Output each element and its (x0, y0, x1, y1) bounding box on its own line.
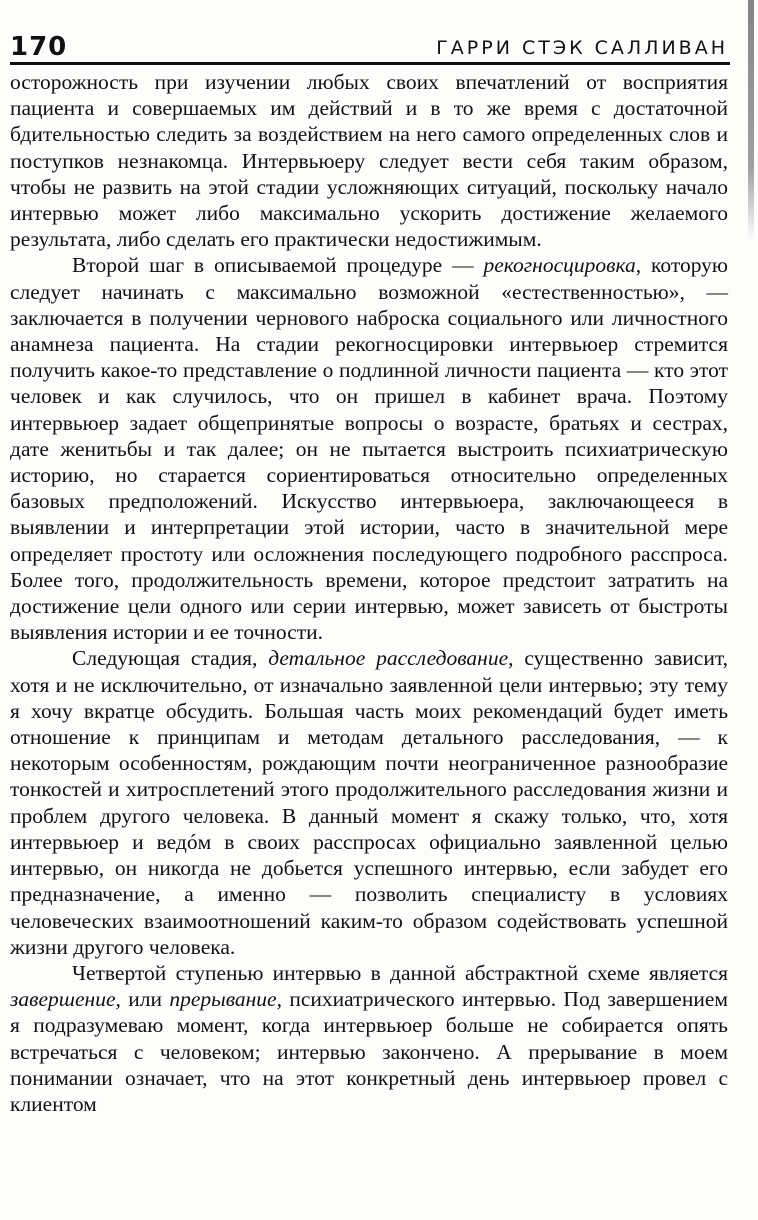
text-run: Следующая стадия, (72, 646, 269, 671)
text-run: или (120, 987, 170, 1012)
page-number: 170 (10, 32, 68, 62)
emphasized-term: прерывание, (169, 987, 282, 1012)
paragraph (10, 69, 728, 252)
running-head: ГАРРИ СТЭК САЛЛИВАН (436, 37, 728, 59)
text-run: Четвертой ступенью интервью в данной абстрактной схеме является (72, 960, 728, 985)
page-edge-shadow (748, 0, 754, 240)
text-run: , существенно зависит, хотя и не исключительно, от изначально заявленной цели интервью; эту тему я хочу вкратце обсудить. Большая часть моих рекомендаций будет иметь отношение к принципам и методам детального расследования, — к некоторым особенностям, рождающим почти неограниченное разнообразие тонкостей и хитросплетений этого продолжительного расследования жизни и проблем другого человека. В данный момент я скажу только, что, хотя интервьюер и ведóм в своих расспросах официально заявленной целью интервью, он никогда не добьется успешного интервью, если забудет его предназначение, а именно — позволить специалисту в условиях человеческих взаимоотношений каким-то образом содействовать успешной жизни другого человека. (10, 646, 728, 959)
paragraph (10, 645, 728, 959)
emphasized-term: детальное расследование (268, 646, 509, 671)
paragraph (10, 252, 728, 645)
text-run: , которую следует начинать с максимально возможной «естественностью», — заключается в получении чернового наброска социального или личностного анамнеза пациента. На стадии рекогносцировки интервьюер стремится получить какое-то представление о подлинной личности пациента — кто этот человек и как случилось, что он пришел в кабинет врача. Поэтому интервьюер задает общепринятые вопросы о возрасте, братьях и сестрах, дате женитьбы и так далее; он не пытается выстроить психиатрическую историю, но старается сориентироваться относительно определенных базовых предположений. Искусство интервьюера, заключающееся в выявлении и интерпретации этой истории, часто в значительной мере определяет простоту или осложнения последующего подробного расспроса. Более того, продолжительность времени, которое предстоит затратить на достижение цели одного или серии интервью, может зависеть от быстроты выявления истории и ее точности. (10, 253, 728, 645)
body-text (10, 69, 728, 1117)
emphasized-term: рекогносцировка (483, 253, 636, 278)
page-header (10, 30, 728, 60)
text-run: осторожность при изучении любых своих впечатлений от восприятия пациента и совершаемых им действий и в то же время с достаточной бдительностью следить за воздействием на него самого определенных слов и поступков незнакомца. Интервьюеру следует вести себя таким образом, чтобы не развить на этой стадии усложняющих ситуаций, поскольку начало интервью может либо максимально ускорить достижение желаемого результата, либо сделать его практически недостижимым. (10, 70, 728, 252)
emphasized-term: завершение, (10, 987, 121, 1012)
text-run: Второй шаг в описываемой процедуре — (72, 253, 484, 278)
header-rule (10, 62, 730, 65)
text-run: психиатрического интервью. Под завершением я подразумеваю момент, когда интервьюер больше не собирается опять встречаться с человеком; интервью закончено. А прерывание в моем понимании означает, что на этот конкретный день интервьюер провел с клиентом (10, 987, 728, 1116)
paragraph (10, 960, 728, 1117)
